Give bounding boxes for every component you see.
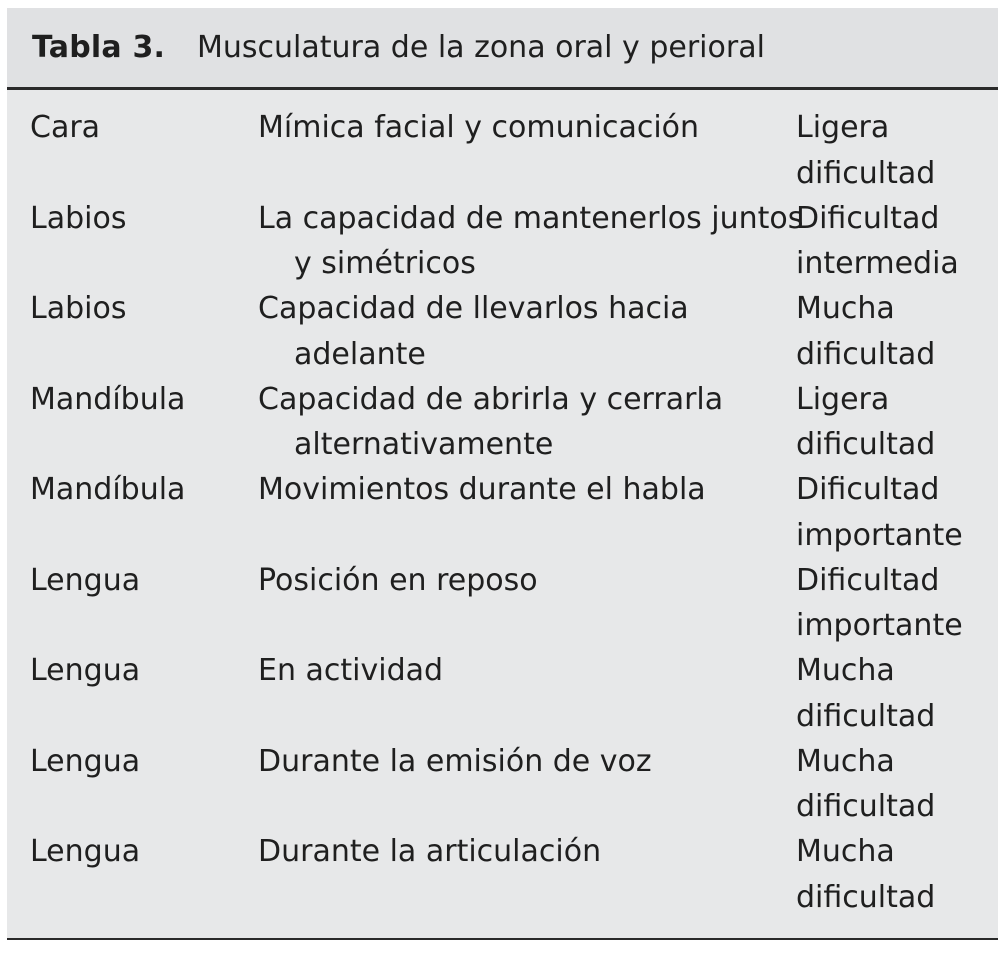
difficulty-cell: Ligera dificultad (796, 381, 936, 462)
difficulty-cell: Dificultad intermedia (796, 200, 959, 281)
table-panel (7, 8, 998, 940)
region-cell: Lengua (30, 562, 141, 598)
table-row (7, 558, 998, 649)
difficulty-cell: Dificultad importante (796, 472, 963, 553)
difficulty-cell: Dificultad importante (796, 562, 963, 643)
table-caption (7, 8, 998, 87)
table-title: Musculatura de la zona oral y perioral (197, 30, 765, 65)
table-row (7, 196, 998, 287)
region-cell: Lengua (30, 743, 141, 779)
region-cell: Mandíbula (30, 472, 186, 507)
function-cell: Durante la articulación (258, 834, 602, 869)
table-row (7, 467, 998, 558)
region-cell: Lengua (30, 653, 141, 688)
difficulty-cell: Ligera dificultad (796, 110, 936, 191)
table-row (7, 377, 998, 468)
function-cell: Capacidad de abrirla y cerrarla alternativamente (258, 381, 724, 462)
region-cell: Cara (30, 110, 101, 145)
difficulty-cell: Mucha dificultad (796, 653, 936, 734)
function-cell: Posición en reposo (258, 562, 538, 598)
region-cell: Labios (30, 200, 127, 236)
difficulty-cell: Mucha dificultad (796, 743, 936, 824)
table-body (7, 105, 998, 920)
region-cell: Mandíbula (30, 381, 186, 417)
table-row (7, 829, 998, 920)
table-row (7, 105, 998, 196)
table-row (7, 739, 998, 830)
region-cell: Lengua (30, 834, 141, 869)
difficulty-cell: Mucha dificultad (796, 834, 936, 915)
table-row (7, 286, 998, 377)
table-label: Tabla 3. (32, 30, 166, 65)
function-cell: Durante la emisión de voz (258, 743, 652, 779)
function-cell: Mímica facial y comunicación (258, 110, 700, 145)
top-rule (7, 87, 998, 90)
table-row (7, 648, 998, 739)
function-cell: En actividad (258, 653, 444, 688)
function-cell: Movimientos durante el habla (258, 472, 706, 507)
function-cell: Capacidad de llevarlos hacia adelante (258, 291, 689, 372)
region-cell: Labios (30, 291, 127, 326)
difficulty-cell: Mucha dificultad (796, 291, 936, 372)
function-cell: La capacidad de mantenerlos juntos y simétricos (258, 200, 804, 281)
bottom-rule (7, 938, 998, 940)
